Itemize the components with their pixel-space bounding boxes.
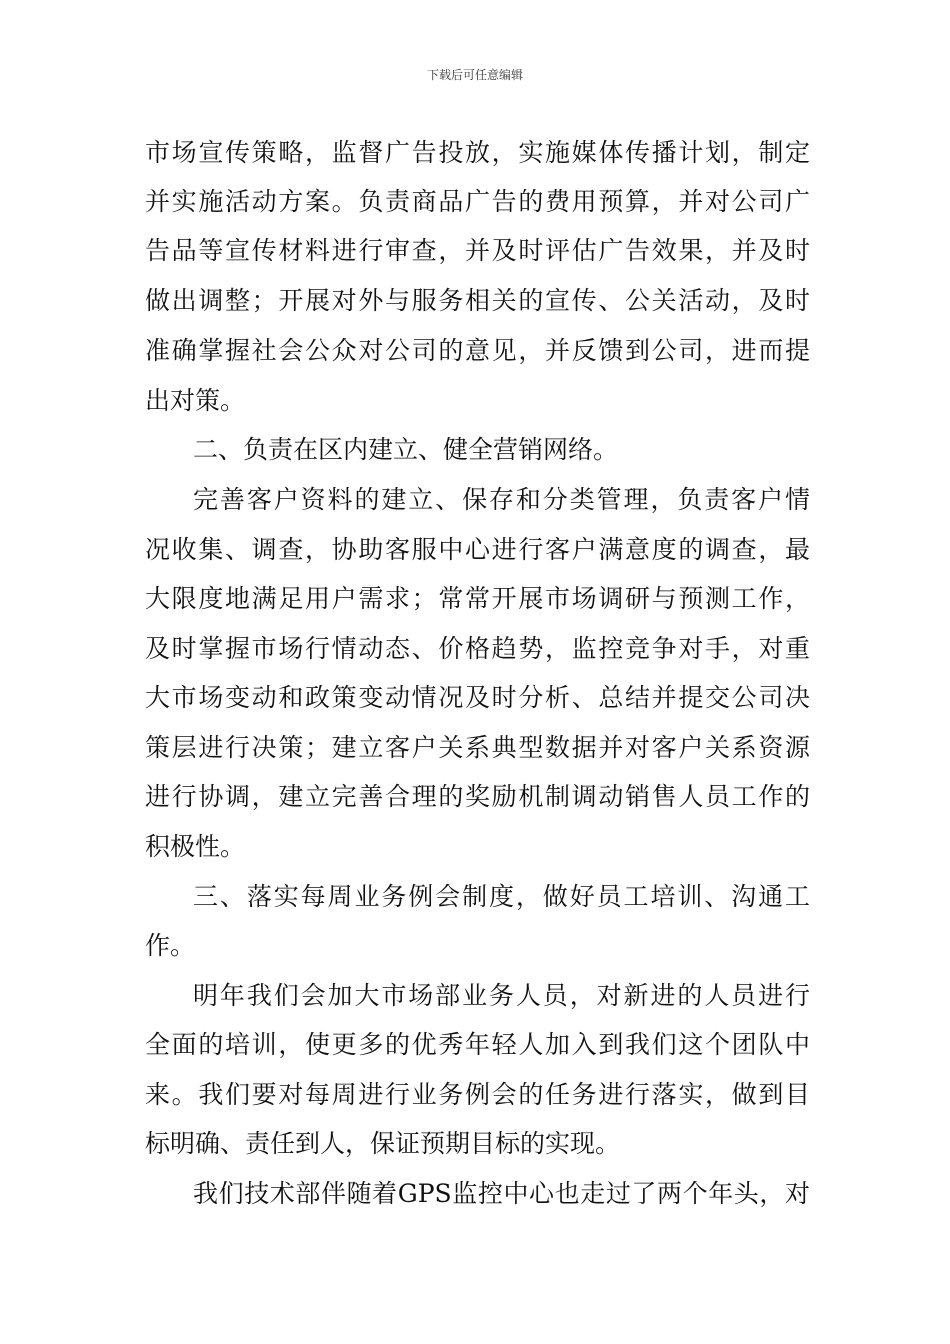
text-line: 市场宣传策略，监督广告投放，实施媒体传播计划，制定 [145,138,810,167]
text-line: 作。 [145,931,196,960]
text-line: 完善客户资料的建立、保存和分类管理，负责客户情 [193,485,810,514]
text-line: 我们技术部伴随着GPS监控中心也走过了两个年头，对 [193,1179,810,1208]
text-line: 来。我们要对每周进行业务例会的任务进行落实，做到目 [145,1080,810,1109]
text-line: 全面的培训，使更多的优秀年轻人加入到我们这个团队中 [145,1030,810,1059]
text-line: 策层进行决策；建立客户关系典型数据并对客户关系资源 [145,733,810,762]
text-line: 出对策。 [145,386,246,415]
page-header: 下载后可任意编辑 [426,68,523,82]
text-line: 告品等宣传材料进行审查，并及时评估广告效果，并及时 [145,236,810,265]
text-line: 及时掌握市场行情动态、价格趋势，监控竞争对手，对重 [145,634,810,663]
text-line: 标明确、责任到人，保证预期目标的实现。 [145,1129,621,1158]
text-line: 大限度地满足用户需求；常常开展市场调研与预测工作， [145,584,810,613]
text-line: 大市场变动和政策变动情况及时分析、总结并提交公司决 [145,683,810,712]
text-line: 积极性。 [145,832,246,861]
text-line: 况收集、调查，协助客服中心进行客户满意度的调查，最 [145,535,810,564]
text-line: 进行协调，建立完善合理的奖励机制调动销售人员工作的 [145,782,810,811]
text-line: 明年我们会加大市场部业务人员，对新进的人员进行 [193,981,810,1010]
section-heading: 二、负责在区内建立、健全营销网络。 [193,435,619,464]
section-heading: 三、落实每周业务例会制度，做好员工培训、沟通工 [193,882,810,911]
text-line: 做出调整；开展对外与服务相关的宣传、公关活动，及时 [145,286,810,315]
text-line: 准确掌握社会公众对公司的意见，并反馈到公司，进而提 [145,336,810,365]
text-line: 并实施活动方案。负责商品广告的费用预算，并对公司广 [145,187,810,216]
